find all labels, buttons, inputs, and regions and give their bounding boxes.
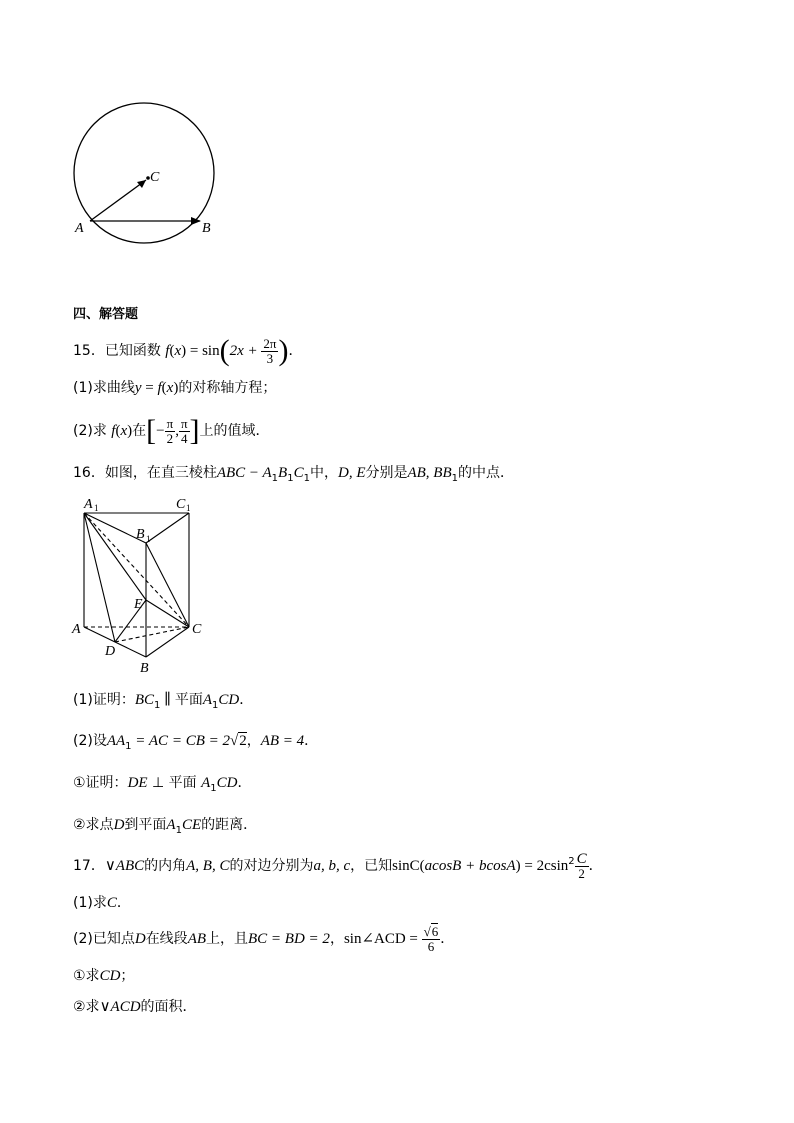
q16-part2: (2)设$AA_1$ = AC = CB = 2√2，AB = 4． bbox=[73, 733, 319, 752]
q16-sub1: ①证明：DE ⊥ 平面 $A_1CD$． bbox=[73, 775, 252, 794]
fraction-c-2: $\frac{C}{2}$ bbox=[576, 850, 587, 881]
label-a1: A bbox=[84, 497, 93, 512]
segment-b1c bbox=[146, 543, 189, 627]
svg-text:1: 1 bbox=[186, 503, 191, 513]
q17-stem: 17．∨ABC的内角A, B, C的对边分别为a, b, c，已知sinC(acosB + bcosA) = 2csin$^2$ $\frac{C}{2}$ ． bbox=[73, 850, 603, 881]
q15-stem: 15．已知函数 f(x) = sin(2x + $\frac{2\pi}{3}$ )． bbox=[73, 334, 303, 367]
edge-b1c1 bbox=[146, 513, 189, 543]
fraction-sqrt6-6: $\frac{√6}{6}$ bbox=[423, 923, 439, 954]
svg-text:1: 1 bbox=[146, 534, 151, 544]
q17-sub1: ①求CD； bbox=[73, 968, 135, 984]
circle-figure bbox=[60, 90, 230, 250]
label-b1: B bbox=[136, 527, 145, 542]
label-b: B bbox=[140, 661, 149, 676]
label-c: C bbox=[150, 170, 160, 185]
q15-part1: (1)求曲线y = f(x)的对称轴方程； bbox=[73, 380, 277, 396]
arrowhead-ab bbox=[191, 217, 201, 225]
label-e: E bbox=[134, 597, 143, 612]
prism-figure bbox=[68, 492, 218, 677]
label-b: B bbox=[202, 221, 211, 236]
segment-a1d bbox=[84, 513, 115, 642]
q17-sub2: ②求∨ACD的面积． bbox=[73, 999, 197, 1015]
q17-part2: (2)已知点D在线段AB上，且BC = BD = 2，sin∠ACD = $\frac{√6}{6}$ ． bbox=[73, 923, 455, 954]
arrowhead-ac bbox=[137, 180, 146, 188]
label-a: A bbox=[72, 622, 81, 637]
section-title: 四、解答题 bbox=[73, 307, 139, 322]
label-c1: C bbox=[176, 497, 186, 512]
vector-ac bbox=[90, 180, 146, 221]
label-c: C bbox=[192, 622, 202, 637]
fraction-pi-2: $\frac{\pi}{2}$ bbox=[166, 415, 174, 446]
q16-stem: 16．如图，在直三棱柱ABC − $A_1B_1C_1$中，D, E分别是AB, $BB_1$的中点． bbox=[73, 465, 515, 484]
label-d: D bbox=[105, 644, 116, 659]
label-a: A bbox=[75, 221, 84, 236]
fraction-2pi-3: $\frac{2\pi}{3}$ bbox=[263, 335, 277, 366]
fraction-pi-4: $\frac{\pi}{4}$ bbox=[180, 415, 188, 446]
q16-part1: (1)证明：$BC_1$ ∥ 平面$A_1CD$． bbox=[73, 692, 254, 711]
q16-sub2: ②求点D到平面$A_1CE$的距离． bbox=[73, 817, 258, 836]
edge-bc bbox=[146, 627, 189, 657]
q17-part1: (1)求C． bbox=[73, 895, 131, 911]
svg-text:1: 1 bbox=[94, 503, 99, 513]
q15-part2: (2)求 f(x)在[− $\frac{\pi}{2}$ , $\frac{\pi}{4}$ ]上的值域． bbox=[73, 414, 270, 447]
